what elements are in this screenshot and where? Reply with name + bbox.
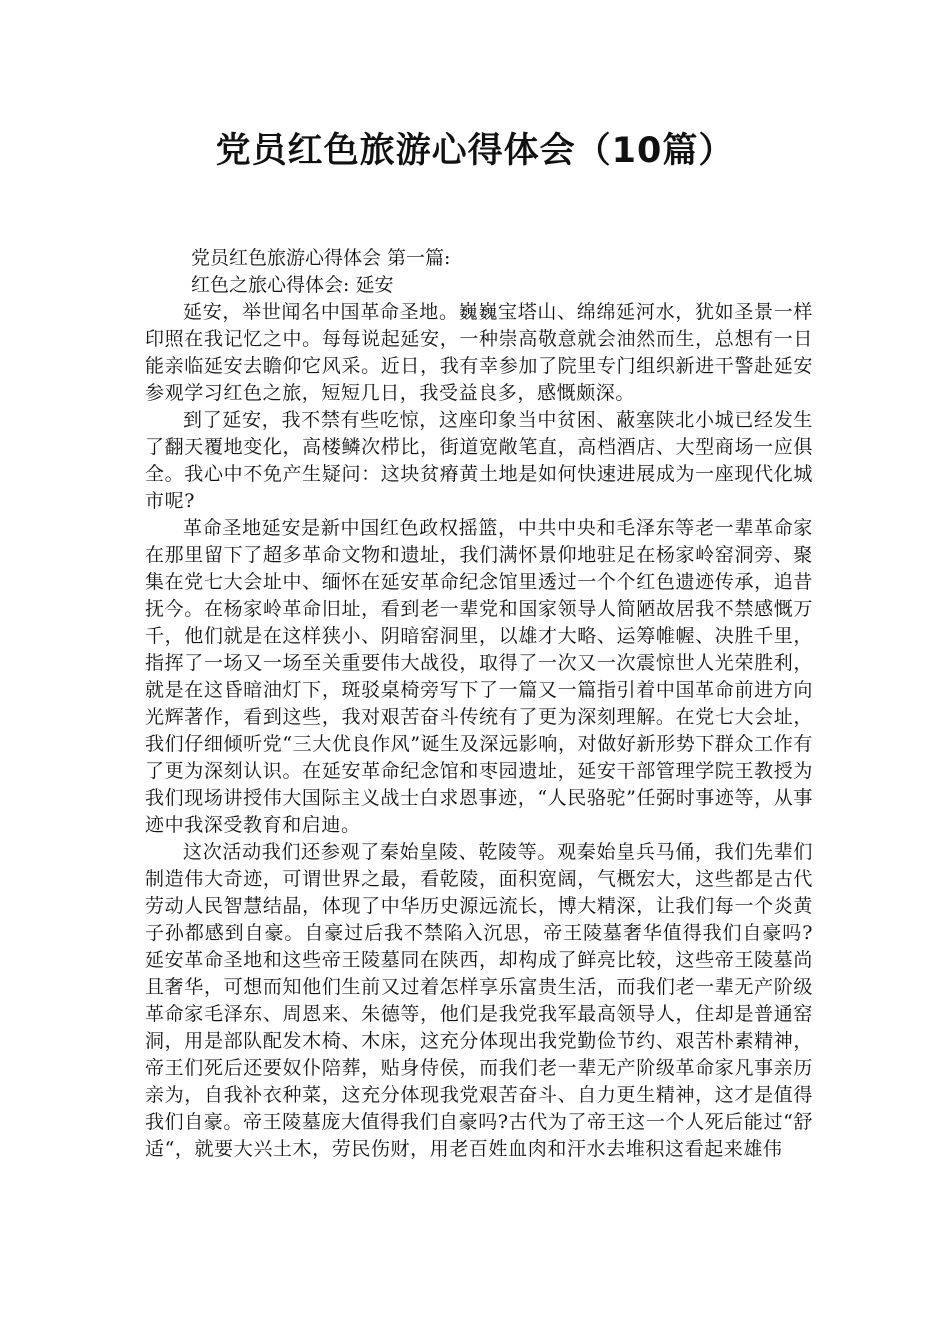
paragraph: 革命圣地延安是新中国红色政权摇篮，中共中央和毛泽东等老一辈革命家在那里留下了超多革命文物和遗址，我们满怀景仰地驻足在杨家岭窑洞旁、聚集在党七大会址中、缅怀在延安革命纪念馆里透过一个个红色遗迹传承，追昔抚今。在杨家岭革命旧址，看到老一辈党和国家领导人简陋故居我不禁感慨万千，他们就是在这样狭小、阴暗窑洞里，以雄才大略、运筹帷幄、决胜千里，指挥了一场又一场至关重要伟大战役，取得了一次又一次震惊世人光荣胜利，就是在这昏暗油灯下，斑驳桌椅旁写下了一篇又一篇指引着中国革命前进方向光辉著作，看到这些，我对艰苦奋斗传统有了更为深刻理解。在党七大会址，我们仔细倾听党“三大优良作风”诞生及深远影响，对做好新形势下群众工作有了更为深刻认识。在延安革命纪念馆和枣园遗址，延安干部管理学院王教授为我们现场讲授伟大国际主义战士白求恩事迹，“人民骆驼”任弼时事迹等，从事迹中我深受教育和启迪。	[145, 517, 813, 836]
paragraph: 到了延安，我不禁有些吃惊，这座印象当中贫困、蔽塞陕北小城已经发生了翻天覆地变化，高楼鳞次栉比，街道宽敞笔直，高档酒店、大型商场一应俱全。我心中不免产生疑问：这块贫瘠黄土地是如何快速进展成为一座现代化城市呢?	[145, 409, 813, 512]
paragraph: 延安，举世闻名中国革命圣地。巍巍宝塔山、绵绵延河水，犹如圣景一样印照在我记忆之中。每每说起延安，一种崇高敬意就会油然而生，总想有一日能亲临延安去瞻仰它风采。近日，我有幸参加了院里专门组织新进干警赴延安参观学习红色之旅，短短几日，我受益良多，感慨颇深。	[145, 301, 813, 404]
section-heading: 党员红色旅游心得体会 第一篇:	[191, 247, 451, 269]
document-body	[145, 245, 813, 1163]
document-title: 党员红色旅游心得体会（10篇）	[215, 131, 735, 171]
paragraph: 这次活动我们还参观了秦始皇陵、乾陵等。观秦始皇兵马俑，我们先辈们制造伟大奇迹，可谓世界之最，看乾陵，面积宽阔，气概宏大，这些都是古代劳动人民智慧结晶，体现了中华历史源远流长，博大精深，让我们每一个炎黄子孙都感到自豪。自豪过后我不禁陷入沉思，帝王陵墓奢华值得我们自豪吗?延安革命圣地和这些帝王陵墓同在陕西，却构成了鲜亮比较，这些帝王陵墓尚且奢华，可想而知他们生前又过着怎样享乐富贵生活，而我们老一辈无产阶级革命家毛泽东、周恩来、朱德等，他们是我党我军最高领导人，住却是普通窑洞，用是部队配发木椅、木床，这充分体现出我党勤俭节约、艰苦朴素精神，帝王们死后还要奴仆陪葬，贴身侍侯，而我们老一辈无产阶级革命家凡事亲历亲为，自我补衣种菜，这充分体现我党艰苦奋斗、自力更生精神，这才是值得我们自豪。帝王陵墓庞大值得我们自豪吗?古代为了帝王这一个人死后能过“舒适“，就要大兴土木，劳民伤财，用老百姓血肉和汗水去堆积这看起来雄伟	[145, 841, 813, 1160]
section-subheading: 红色之旅心得体会: 延安	[191, 274, 394, 296]
